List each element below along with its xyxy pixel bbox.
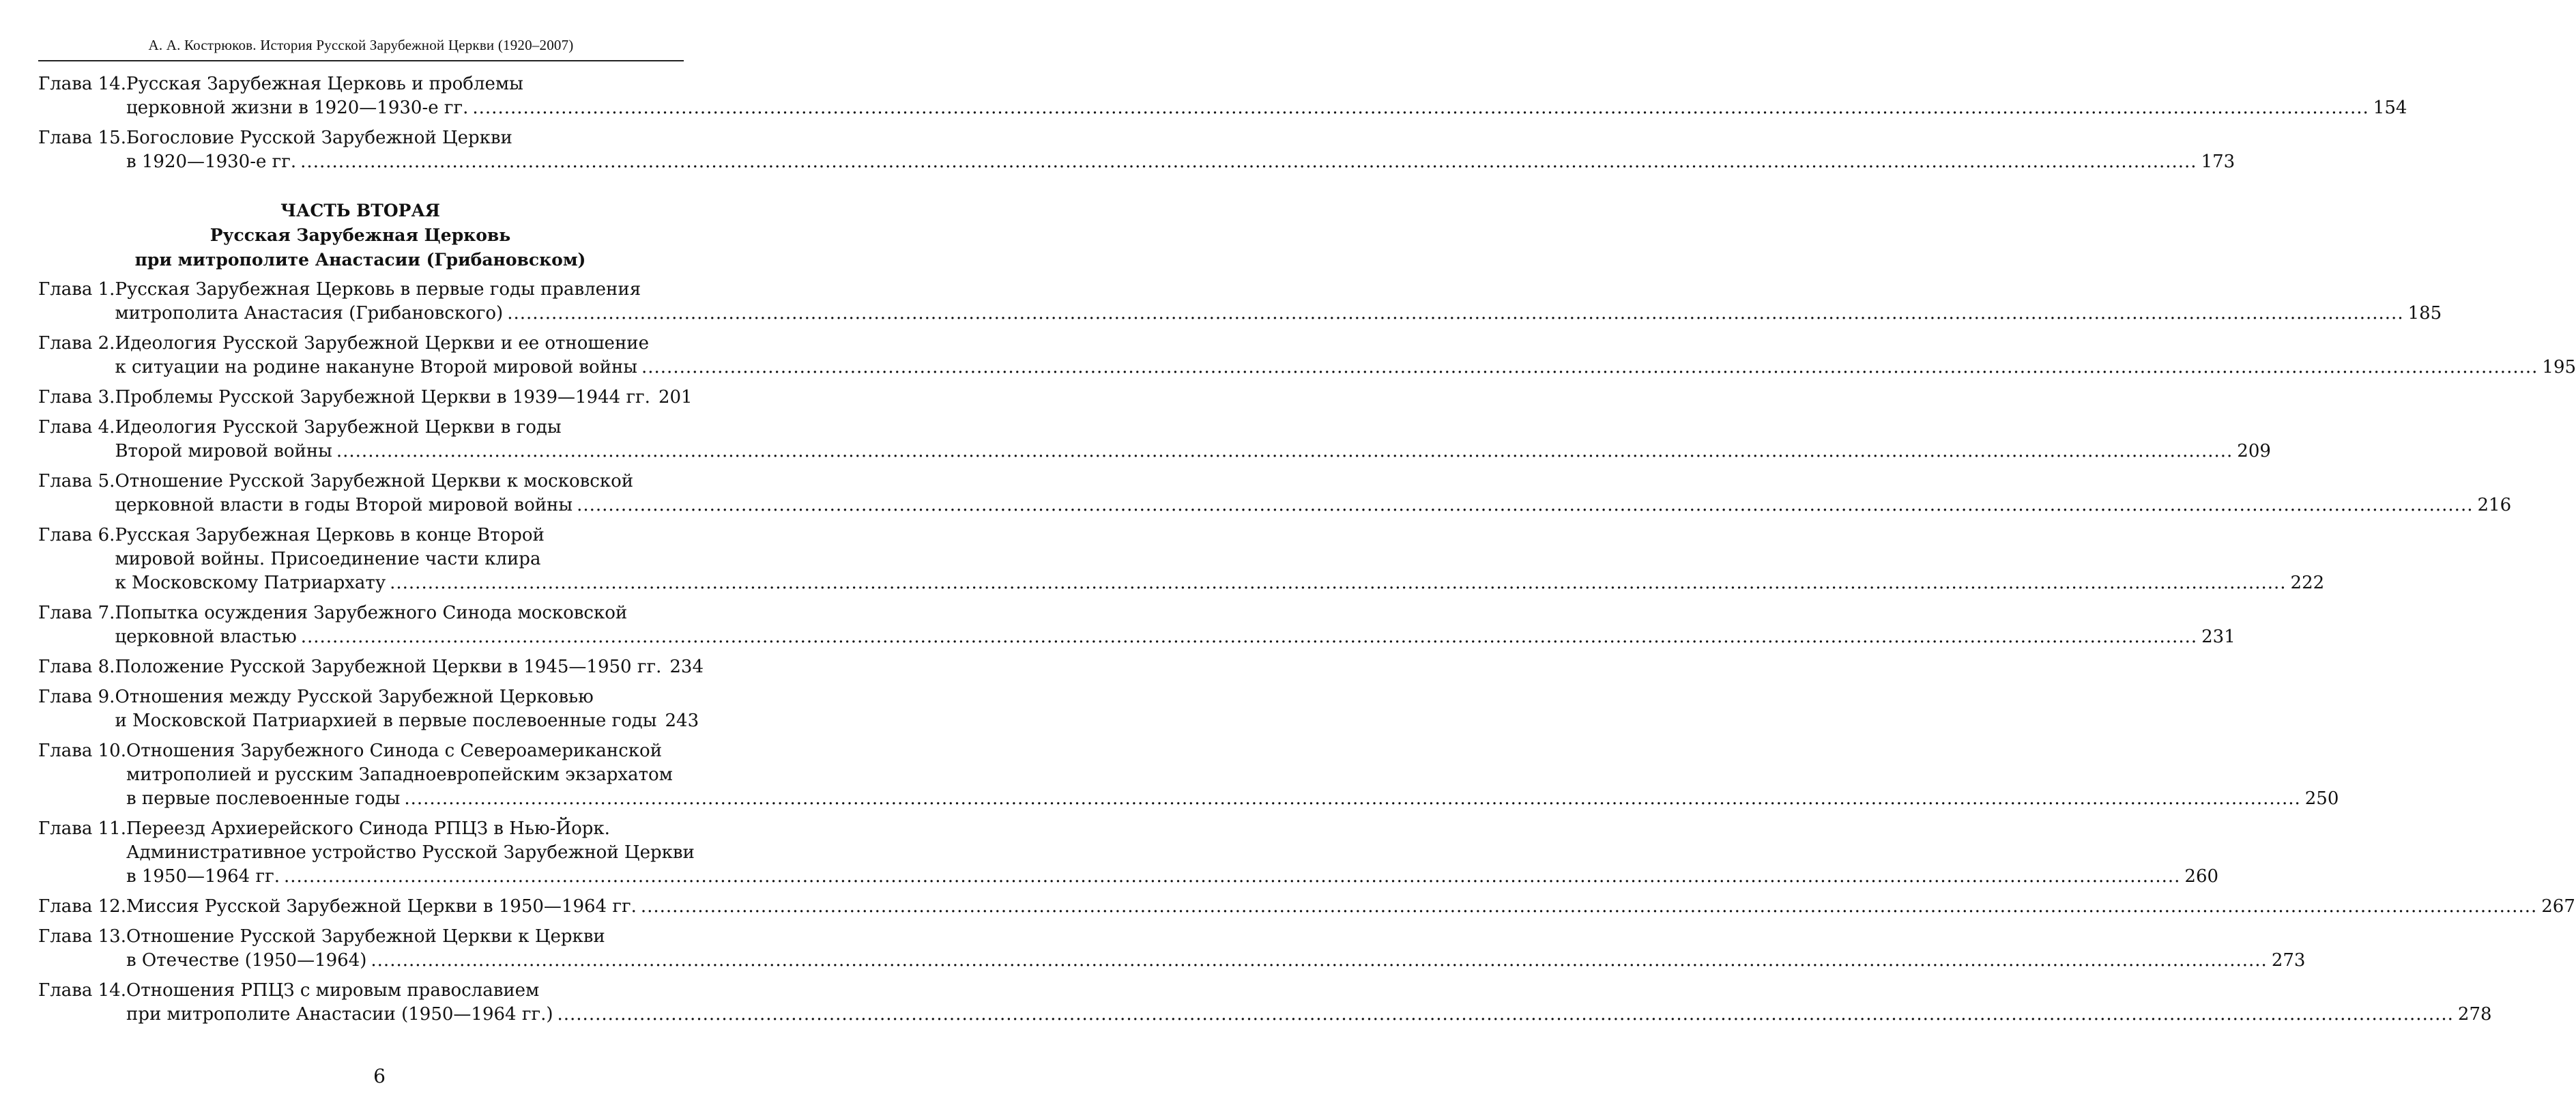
part-one-entries <box>38 72 2407 174</box>
leader-dots: ............................................................................................................................................................................................................................................................................................................ <box>472 98 2369 118</box>
chapter-title: Миссия Русской Зарубежной Церкви в 1950—1964 гг. <box>126 896 637 917</box>
chapter-title: Отношения между Русской Зарубежной Церковью <box>115 687 594 707</box>
page-ref: 267 <box>2541 896 2575 917</box>
chapter-title: Проблемы Русской Зарубежной Церкви в 1939—1944 гг. <box>115 387 650 408</box>
page-ref: 154 <box>2373 98 2407 118</box>
chapter-title: Отношение Русской Зарубежной Церкви к московской <box>115 471 634 491</box>
part-two-heading <box>38 199 682 272</box>
chapter-title: в 1950—1964 гг. <box>126 866 280 887</box>
chapter-title: Попытка осуждения Зарубежного Синода московской <box>115 603 628 623</box>
leader-dots: ............................................................................................................................................................................................................................................................................................................ <box>577 495 2474 515</box>
chapter-number: Глава 9. <box>38 687 115 707</box>
toc-line <box>38 440 2271 463</box>
toc-entry <box>38 386 693 410</box>
toc-entry <box>38 72 2407 120</box>
toc-line <box>38 571 2325 595</box>
header-rule <box>38 60 684 61</box>
toc-line <box>38 547 682 571</box>
chapter-number: Глава 3. <box>38 387 115 408</box>
chapter-number: Глава 5. <box>38 471 115 491</box>
toc-line <box>38 601 682 625</box>
leader-dots: ............................................................................................................................................................................................................................................................................................................ <box>336 441 2233 461</box>
leader-dots: ............................................................................................................................................................................................................................................................................................................ <box>284 866 2181 887</box>
chapter-number: Глава 2. <box>38 333 115 354</box>
leader-dots: ............................................................................................................................................................................................................................................................................................................ <box>641 357 2538 377</box>
page-ref: 231 <box>2201 627 2235 647</box>
toc-entry <box>38 524 2325 595</box>
chapter-title: Идеология Русской Зарубежной Церкви в годы <box>115 417 562 438</box>
chapter-title: митрополией и русским Западноевропейским экзархатом <box>126 765 673 785</box>
toc-line <box>38 416 682 440</box>
toc-line <box>38 739 682 763</box>
toc-line <box>38 925 682 949</box>
toc-line <box>38 72 682 96</box>
leader-dots: ............................................................................................................................................................................................................................................................................................................ <box>404 788 2301 809</box>
part-two-title: Русская Зарубежная Церковь <box>209 225 511 245</box>
chapter-number: Глава 14. <box>38 74 126 94</box>
toc-line <box>38 524 682 547</box>
page-ref: 201 <box>658 387 693 408</box>
toc-line <box>38 494 2512 517</box>
toc-line <box>38 763 682 787</box>
running-head: А. А. Кострюков. История Русской Зарубежной Церкви (1920–2007) <box>148 37 574 53</box>
page-number: 6 <box>373 1065 386 1087</box>
chapter-title: к Московскому Патриархату <box>115 573 386 593</box>
part-two-subtitle: при митрополите Анастасии (Грибановском) <box>134 250 586 270</box>
chapter-title: в первые послевоенные годы <box>126 788 401 809</box>
page-ref: 234 <box>669 657 704 677</box>
chapter-number: Глава 6. <box>38 525 115 545</box>
toc-line <box>38 470 682 494</box>
toc-entry <box>38 601 2235 649</box>
toc-line <box>38 1003 2492 1027</box>
toc-entry <box>38 739 2339 811</box>
toc-line <box>38 126 682 150</box>
chapter-number: Глава 4. <box>38 417 115 438</box>
chapter-number: Глава 12. <box>38 896 126 917</box>
toc-line <box>38 150 2235 174</box>
chapter-title: Административное устройство Русской Зарубежной Церкви <box>126 842 695 863</box>
chapter-number: Глава 8. <box>38 657 115 677</box>
chapter-title: к ситуации на родине накануне Второй мировой войны <box>115 357 637 377</box>
chapter-title: митрополита Анастасия (Грибановского) <box>115 303 504 324</box>
leader-dots: ............................................................................................................................................................................................................................................................................................................ <box>300 627 2198 647</box>
chapter-title: в 1920—1930-е гг. <box>126 152 297 172</box>
chapter-title: Второй мировой войны <box>115 441 332 461</box>
chapter-title: Богословие Русской Зарубежной Церкви <box>126 128 512 148</box>
toc-entry <box>38 416 2271 463</box>
chapter-title: в Отечестве (1950—1964) <box>126 950 367 971</box>
chapter-title: Русская Зарубежная Церковь в первые годы правления <box>115 279 641 300</box>
toc-line <box>38 655 704 679</box>
leader-dots: ............................................................................................................................................................................................................................................................................................................ <box>390 573 2287 593</box>
chapter-title: церковной жизни в 1920—1930-е гг. <box>126 98 469 118</box>
chapter-title: Положение Русской Зарубежной Церкви в 1945—1950 гг. <box>115 657 662 677</box>
chapter-title: Переезд Архиерейского Синода РПЦЗ в Нью-Йорк. <box>126 818 610 839</box>
page-ref: 185 <box>2407 303 2442 324</box>
toc-entry <box>38 895 2575 919</box>
page-ref: 195 <box>2542 357 2576 377</box>
chapter-title: Русская Зарубежная Церковь и проблемы <box>126 74 523 94</box>
toc-line <box>38 979 682 1003</box>
toc-line <box>38 895 2575 919</box>
toc-line <box>38 787 2339 811</box>
toc-line <box>38 625 2235 649</box>
page-ref: 173 <box>2201 152 2235 172</box>
toc-line <box>38 709 699 733</box>
chapter-title: церковной власти в годы Второй мировой войны <box>115 495 573 515</box>
toc-entry <box>38 332 2576 380</box>
toc-line <box>38 949 2306 973</box>
toc-entry <box>38 685 699 733</box>
chapter-title: Идеология Русской Зарубежной Церкви и ее отношение <box>115 333 649 354</box>
part-two-label: ЧАСТЬ ВТОРАЯ <box>280 201 440 220</box>
chapter-title: при митрополите Анастасии (1950—1964 гг.) <box>126 1004 553 1025</box>
chapter-number: Глава 1. <box>38 279 115 300</box>
toc-entry <box>38 126 2235 174</box>
page-ref: 216 <box>2477 495 2512 515</box>
chapter-title: Русская Зарубежная Церковь в конце Второй <box>115 525 545 545</box>
toc-entry <box>38 278 2442 326</box>
part-two-entries <box>38 278 2576 1027</box>
chapter-title: мировой войны. Присоединение части клира <box>115 549 541 569</box>
toc-line <box>38 386 693 410</box>
toc-line <box>38 865 2219 889</box>
chapter-title: и Московской Патриархией в первые послевоенные годы <box>115 711 657 731</box>
leader-dots: ............................................................................................................................................................................................................................................................................................................ <box>300 152 2197 172</box>
toc-line <box>38 841 695 865</box>
page-ref: 273 <box>2271 950 2306 971</box>
toc-line <box>38 817 682 841</box>
toc-line <box>38 685 682 709</box>
chapter-title: церковной властью <box>115 627 297 647</box>
toc-line <box>38 332 682 356</box>
page-ref: 222 <box>2290 573 2325 593</box>
chapter-number: Глава 11. <box>38 818 126 839</box>
chapter-title: Отношения Зарубежного Синода с Североамериканской <box>126 741 663 761</box>
chapter-number: Глава 7. <box>38 603 115 623</box>
toc-entry <box>38 979 2492 1027</box>
toc-line <box>38 302 2442 326</box>
leader-dots: ............................................................................................................................................................................................................................................................................................................ <box>557 1004 2454 1025</box>
toc-line <box>38 96 2407 120</box>
toc-entry <box>38 655 704 679</box>
chapter-title: Отношение Русской Зарубежной Церкви к Церкви <box>126 926 605 947</box>
page-ref: 260 <box>2184 866 2219 887</box>
chapter-number: Глава 10. <box>38 741 126 761</box>
toc-line <box>38 278 682 302</box>
chapter-title: Отношения РПЦЗ с мировым православием <box>126 980 540 1001</box>
leader-dots: ............................................................................................................................................................................................................................................................................................................ <box>371 950 2268 971</box>
page-ref: 209 <box>2237 441 2271 461</box>
toc-line <box>38 356 2576 380</box>
page-ref: 250 <box>2304 788 2339 809</box>
chapter-number: Глава 14. <box>38 980 126 1001</box>
chapter-number: Глава 13. <box>38 926 126 947</box>
leader-dots: ............................................................................................................................................................................................................................................................................................................ <box>640 896 2538 917</box>
page-ref: 278 <box>2457 1004 2492 1025</box>
toc-entry <box>38 470 2512 517</box>
leader-dots: ............................................................................................................................................................................................................................................................................................................ <box>507 303 2404 324</box>
table-of-contents <box>38 72 2576 1033</box>
toc-entry <box>38 817 2219 889</box>
toc-entry <box>38 925 2306 973</box>
chapter-number: Глава 15. <box>38 128 126 148</box>
page-ref: 243 <box>665 711 699 731</box>
